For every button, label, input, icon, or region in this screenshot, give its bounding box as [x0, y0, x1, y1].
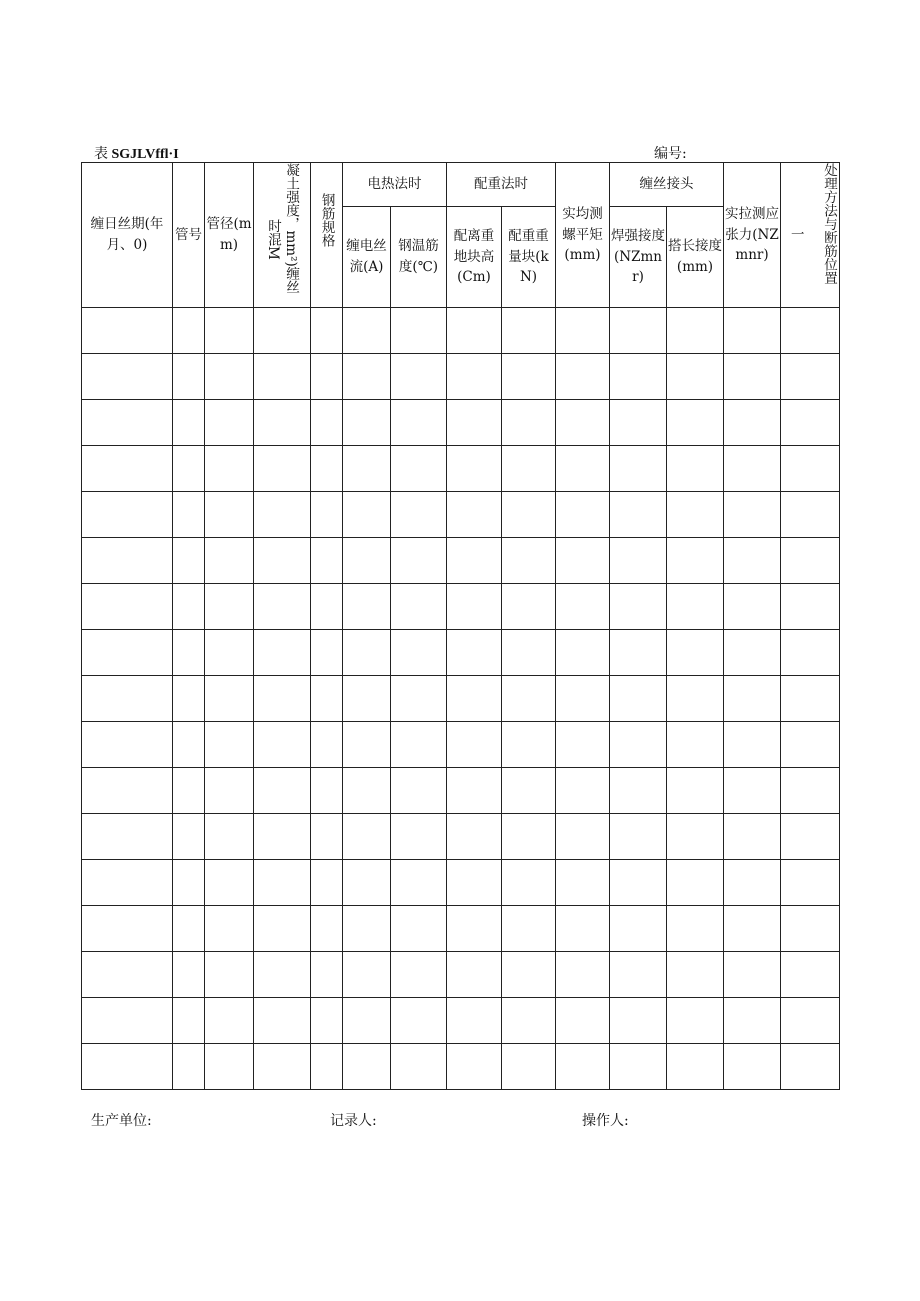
table-cell[interactable] — [724, 630, 781, 676]
table-row — [82, 400, 840, 446]
table-cell[interactable] — [781, 814, 840, 860]
table-cell[interactable] — [781, 584, 840, 630]
table-cell[interactable] — [343, 446, 391, 492]
table-cell[interactable] — [724, 308, 781, 354]
table-cell[interactable] — [502, 998, 556, 1044]
table-cell[interactable] — [254, 998, 311, 1044]
table-cell[interactable] — [254, 814, 311, 860]
table-cell[interactable] — [447, 998, 502, 1044]
table-row — [82, 1044, 840, 1090]
table-cell[interactable] — [82, 400, 173, 446]
table-cell[interactable] — [724, 814, 781, 860]
table-cell[interactable] — [311, 354, 343, 400]
table-cell[interactable] — [311, 906, 343, 952]
header-joint-lap: 搭长接度(mm) — [667, 207, 724, 308]
table-row — [82, 584, 840, 630]
table-cell[interactable] — [173, 400, 205, 446]
table-cell[interactable] — [82, 768, 173, 814]
table-cell[interactable] — [254, 768, 311, 814]
table-cell[interactable] — [205, 492, 254, 538]
production-unit-label: 生产单位: — [91, 1113, 152, 1129]
table-cell[interactable] — [502, 722, 556, 768]
table-cell[interactable] — [173, 722, 205, 768]
table-cell[interactable] — [173, 952, 205, 998]
table-cell[interactable] — [173, 492, 205, 538]
header-row-1 — [82, 163, 840, 207]
table-cell[interactable] — [724, 446, 781, 492]
table-cell[interactable] — [447, 492, 502, 538]
table-cell[interactable] — [391, 676, 447, 722]
table-cell[interactable] — [343, 492, 391, 538]
table-cell[interactable] — [82, 584, 173, 630]
table-cell[interactable] — [667, 400, 724, 446]
table-cell[interactable] — [502, 814, 556, 860]
table-cell[interactable] — [205, 354, 254, 400]
table-cell[interactable] — [254, 446, 311, 492]
table-row — [82, 814, 840, 860]
table-row — [82, 952, 840, 998]
table-cell[interactable] — [556, 446, 610, 492]
table-cell[interactable] — [311, 998, 343, 1044]
table-row — [82, 722, 840, 768]
table-cell[interactable] — [173, 630, 205, 676]
header-steel-spec: 钢筋规格 — [311, 163, 343, 308]
table-cell[interactable] — [343, 722, 391, 768]
table-cell[interactable] — [391, 906, 447, 952]
table-row — [82, 538, 840, 584]
table-cell[interactable] — [447, 538, 502, 584]
table-cell[interactable] — [391, 768, 447, 814]
table-cell[interactable] — [311, 676, 343, 722]
table-cell[interactable] — [311, 768, 343, 814]
table-cell[interactable] — [502, 952, 556, 998]
table-cell[interactable] — [502, 676, 556, 722]
table-cell[interactable] — [667, 446, 724, 492]
table-cell[interactable] — [391, 860, 447, 906]
table-cell[interactable] — [343, 906, 391, 952]
table-row — [82, 492, 840, 538]
table-cell[interactable] — [82, 676, 173, 722]
table-cell[interactable] — [610, 492, 667, 538]
table-cell[interactable] — [724, 584, 781, 630]
table-cell[interactable] — [610, 906, 667, 952]
table-cell[interactable] — [610, 676, 667, 722]
header-electro-current: 缠电丝流(A) — [343, 207, 391, 308]
table-cell[interactable] — [343, 860, 391, 906]
table-row — [82, 630, 840, 676]
serial-number-label: 编号: — [654, 146, 687, 162]
table-cell[interactable] — [447, 814, 502, 860]
table-cell[interactable] — [391, 722, 447, 768]
table-cell[interactable] — [82, 354, 173, 400]
table-cell[interactable] — [173, 538, 205, 584]
table-cell[interactable] — [556, 308, 610, 354]
table-cell[interactable] — [343, 400, 391, 446]
table-cell[interactable] — [447, 446, 502, 492]
table-cell[interactable] — [205, 538, 254, 584]
table-cell[interactable] — [781, 998, 840, 1044]
table-cell[interactable] — [311, 400, 343, 446]
table-cell[interactable] — [205, 584, 254, 630]
table-cell[interactable] — [724, 906, 781, 952]
table-cell[interactable] — [724, 354, 781, 400]
table-cell[interactable] — [254, 722, 311, 768]
form-prefix: 表 — [94, 147, 108, 162]
table-cell[interactable] — [447, 308, 502, 354]
table-cell[interactable] — [205, 676, 254, 722]
table-cell[interactable] — [343, 584, 391, 630]
table-row — [82, 998, 840, 1044]
table-cell[interactable] — [610, 584, 667, 630]
table-cell[interactable] — [610, 860, 667, 906]
table-cell[interactable] — [781, 446, 840, 492]
table-cell[interactable] — [724, 768, 781, 814]
table-cell[interactable] — [254, 584, 311, 630]
table-cell[interactable] — [311, 308, 343, 354]
table-cell[interactable] — [447, 630, 502, 676]
table-cell[interactable] — [556, 400, 610, 446]
table-cell[interactable] — [667, 768, 724, 814]
table-cell[interactable] — [502, 906, 556, 952]
table-cell[interactable] — [667, 998, 724, 1044]
table-cell[interactable] — [254, 906, 311, 952]
recorder-label: 记录人: — [330, 1113, 377, 1129]
table-cell[interactable] — [343, 952, 391, 998]
table-cell[interactable] — [82, 722, 173, 768]
table-cell[interactable] — [173, 446, 205, 492]
winding-record-table — [81, 162, 840, 1090]
table-cell[interactable] — [82, 814, 173, 860]
table-cell[interactable] — [173, 906, 205, 952]
table-cell[interactable] — [205, 722, 254, 768]
table-cell[interactable] — [311, 952, 343, 998]
table-cell[interactable] — [254, 860, 311, 906]
table-cell[interactable] — [311, 584, 343, 630]
table-cell[interactable] — [391, 492, 447, 538]
table-cell[interactable] — [724, 952, 781, 998]
table-cell[interactable] — [610, 538, 667, 584]
table-cell[interactable] — [447, 584, 502, 630]
table-row — [82, 354, 840, 400]
table-cell[interactable] — [781, 1044, 840, 1090]
table-cell[interactable] — [205, 814, 254, 860]
table-cell[interactable] — [311, 1044, 343, 1090]
table-cell[interactable] — [205, 860, 254, 906]
table-cell[interactable] — [556, 722, 610, 768]
table-cell[interactable] — [173, 584, 205, 630]
table-cell[interactable] — [343, 308, 391, 354]
table-cell[interactable] — [781, 308, 840, 354]
table-cell[interactable] — [205, 400, 254, 446]
table-row — [82, 308, 840, 354]
table-cell[interactable] — [610, 630, 667, 676]
header-measured-pitch: 实均测螺平矩(mm) — [556, 163, 610, 308]
table-cell[interactable] — [447, 952, 502, 998]
table-cell[interactable] — [556, 1044, 610, 1090]
table-cell[interactable] — [556, 952, 610, 998]
table-cell[interactable] — [502, 768, 556, 814]
table-cell[interactable] — [447, 354, 502, 400]
table-row — [82, 676, 840, 722]
table-cell[interactable] — [311, 814, 343, 860]
table-cell[interactable] — [667, 906, 724, 952]
table-cell[interactable] — [556, 860, 610, 906]
table-cell[interactable] — [391, 998, 447, 1044]
table-cell[interactable] — [610, 446, 667, 492]
table-cell[interactable] — [447, 722, 502, 768]
table-cell[interactable] — [667, 676, 724, 722]
table-cell[interactable] — [173, 860, 205, 906]
table-cell[interactable] — [781, 354, 840, 400]
table-row — [82, 446, 840, 492]
table-cell[interactable] — [173, 676, 205, 722]
table-cell[interactable] — [781, 906, 840, 952]
table-cell[interactable] — [781, 860, 840, 906]
table-cell[interactable] — [556, 906, 610, 952]
header-tube-no: 管号 — [173, 163, 205, 308]
table-cell[interactable] — [391, 814, 447, 860]
table-cell[interactable] — [667, 814, 724, 860]
table-cell[interactable] — [82, 998, 173, 1044]
table-cell[interactable] — [667, 308, 724, 354]
table-cell[interactable] — [502, 630, 556, 676]
table-cell[interactable] — [724, 722, 781, 768]
table-cell[interactable] — [667, 860, 724, 906]
table-cell[interactable] — [254, 308, 311, 354]
table-cell[interactable] — [173, 354, 205, 400]
table-cell[interactable] — [556, 814, 610, 860]
table-cell[interactable] — [447, 860, 502, 906]
form-code — [94, 143, 179, 163]
table-cell[interactable] — [610, 722, 667, 768]
table-cell[interactable] — [82, 630, 173, 676]
table-cell[interactable] — [311, 538, 343, 584]
table-cell[interactable] — [724, 676, 781, 722]
table-cell[interactable] — [781, 400, 840, 446]
table-cell[interactable] — [391, 308, 447, 354]
table-cell[interactable] — [667, 952, 724, 998]
table-cell[interactable] — [610, 768, 667, 814]
table-cell[interactable] — [205, 630, 254, 676]
table-cell[interactable] — [610, 1044, 667, 1090]
table-cell[interactable] — [343, 814, 391, 860]
table-cell[interactable] — [724, 492, 781, 538]
table-cell[interactable] — [781, 768, 840, 814]
table-cell[interactable] — [254, 952, 311, 998]
table-cell[interactable] — [82, 492, 173, 538]
header-weight-height: 配离重地块高(Cm) — [447, 207, 502, 308]
table-cell[interactable] — [254, 630, 311, 676]
table-cell[interactable] — [781, 952, 840, 998]
table-cell[interactable] — [556, 630, 610, 676]
table-cell[interactable] — [502, 400, 556, 446]
table-cell[interactable] — [781, 630, 840, 676]
table-cell[interactable] — [311, 492, 343, 538]
table-cell[interactable] — [502, 584, 556, 630]
table-cell[interactable] — [343, 676, 391, 722]
table-cell[interactable] — [667, 354, 724, 400]
table-cell[interactable] — [502, 446, 556, 492]
table-cell[interactable] — [610, 400, 667, 446]
table-cell[interactable] — [724, 998, 781, 1044]
table-cell[interactable] — [205, 1044, 254, 1090]
operator-label: 操作人: — [582, 1113, 629, 1129]
header-treatment: 一 处理方法与断筋位置 — [781, 163, 840, 308]
table-cell[interactable] — [724, 1044, 781, 1090]
table-cell[interactable] — [343, 1044, 391, 1090]
table-cell[interactable] — [254, 492, 311, 538]
header-weight-mass: 配重重量块(kN) — [502, 207, 556, 308]
table-cell[interactable] — [502, 354, 556, 400]
table-cell[interactable] — [610, 354, 667, 400]
table-cell[interactable] — [502, 1044, 556, 1090]
table-cell[interactable] — [667, 492, 724, 538]
table-cell[interactable] — [205, 308, 254, 354]
form-code-value: SGJLVffl·I — [111, 147, 179, 162]
table-cell[interactable] — [502, 308, 556, 354]
table-cell[interactable] — [82, 906, 173, 952]
table-cell[interactable] — [205, 952, 254, 998]
table-cell[interactable] — [667, 722, 724, 768]
table-cell[interactable] — [667, 1044, 724, 1090]
table-cell[interactable] — [781, 676, 840, 722]
table-cell[interactable] — [254, 354, 311, 400]
table-cell[interactable] — [502, 860, 556, 906]
table-cell[interactable] — [556, 998, 610, 1044]
table-row — [82, 906, 840, 952]
table-cell[interactable] — [173, 1044, 205, 1090]
table-cell[interactable] — [556, 492, 610, 538]
table-cell[interactable] — [173, 814, 205, 860]
table-cell[interactable] — [724, 538, 781, 584]
table-cell[interactable] — [254, 1044, 311, 1090]
table-cell[interactable] — [391, 354, 447, 400]
treatment-dash: 一 — [791, 226, 805, 243]
table-cell[interactable] — [447, 1044, 502, 1090]
table-cell[interactable] — [391, 584, 447, 630]
table-cell[interactable] — [391, 446, 447, 492]
table-cell[interactable] — [205, 768, 254, 814]
header-concrete-strength: 凝土强度，mm²)缠丝 时混M — [254, 163, 311, 308]
table-cell[interactable] — [173, 998, 205, 1044]
table-row — [82, 860, 840, 906]
table-cell[interactable] — [82, 538, 173, 584]
table-cell[interactable] — [82, 1044, 173, 1090]
header-weight-group: 配重法时 — [447, 163, 556, 207]
table-cell[interactable] — [724, 860, 781, 906]
table-cell[interactable] — [391, 538, 447, 584]
table-cell[interactable] — [667, 584, 724, 630]
table-cell[interactable] — [391, 952, 447, 998]
table-cell[interactable] — [610, 814, 667, 860]
table-cell[interactable] — [254, 676, 311, 722]
table-cell[interactable] — [556, 768, 610, 814]
table-cell[interactable] — [82, 860, 173, 906]
table-row — [82, 768, 840, 814]
header-date: 缠日丝期(年月、0) — [82, 163, 173, 308]
table-cell[interactable] — [343, 768, 391, 814]
table-cell[interactable] — [667, 538, 724, 584]
table-cell[interactable] — [205, 446, 254, 492]
header-joint-weld: 焊强接度(NZmnr) — [610, 207, 667, 308]
table-cell[interactable] — [82, 446, 173, 492]
table-cell[interactable] — [391, 1044, 447, 1090]
table-cell[interactable] — [311, 860, 343, 906]
table-cell[interactable] — [205, 998, 254, 1044]
table-cell[interactable] — [667, 630, 724, 676]
table-cell[interactable] — [556, 676, 610, 722]
table-cell[interactable] — [82, 308, 173, 354]
table-cell[interactable] — [343, 538, 391, 584]
header-tube-diameter: 管径(mm) — [205, 163, 254, 308]
table-cell[interactable] — [311, 722, 343, 768]
header-joint-group: 缠丝接头 — [610, 163, 724, 207]
table-cell[interactable] — [781, 492, 840, 538]
table-cell[interactable] — [502, 492, 556, 538]
table-cell[interactable] — [781, 538, 840, 584]
table-cell[interactable] — [447, 906, 502, 952]
table-cell[interactable] — [502, 538, 556, 584]
table-cell[interactable] — [781, 722, 840, 768]
table-cell[interactable] — [391, 400, 447, 446]
table-cell[interactable] — [82, 952, 173, 998]
table-cell[interactable] — [343, 630, 391, 676]
table-cell[interactable] — [724, 400, 781, 446]
table-cell[interactable] — [173, 768, 205, 814]
table-cell[interactable] — [610, 998, 667, 1044]
table-cell[interactable] — [173, 308, 205, 354]
table-cell[interactable] — [311, 446, 343, 492]
table-cell[interactable] — [311, 630, 343, 676]
table-cell[interactable] — [205, 906, 254, 952]
table-cell[interactable] — [254, 538, 311, 584]
table-cell[interactable] — [610, 952, 667, 998]
table-cell[interactable] — [610, 308, 667, 354]
table-cell[interactable] — [447, 676, 502, 722]
header-electro-group: 电热法时 — [343, 163, 447, 207]
table-cell[interactable] — [556, 538, 610, 584]
header-tension: 实拉测应张力(NZmnr) — [724, 163, 781, 308]
table-cell[interactable] — [556, 584, 610, 630]
table-cell[interactable] — [447, 400, 502, 446]
table-cell[interactable] — [447, 768, 502, 814]
table-cell[interactable] — [391, 630, 447, 676]
header-electro-temp: 钢温筋度(℃) — [391, 207, 447, 308]
table-cell[interactable] — [556, 354, 610, 400]
table-cell[interactable] — [343, 998, 391, 1044]
table-cell[interactable] — [343, 354, 391, 400]
table-cell[interactable] — [254, 400, 311, 446]
